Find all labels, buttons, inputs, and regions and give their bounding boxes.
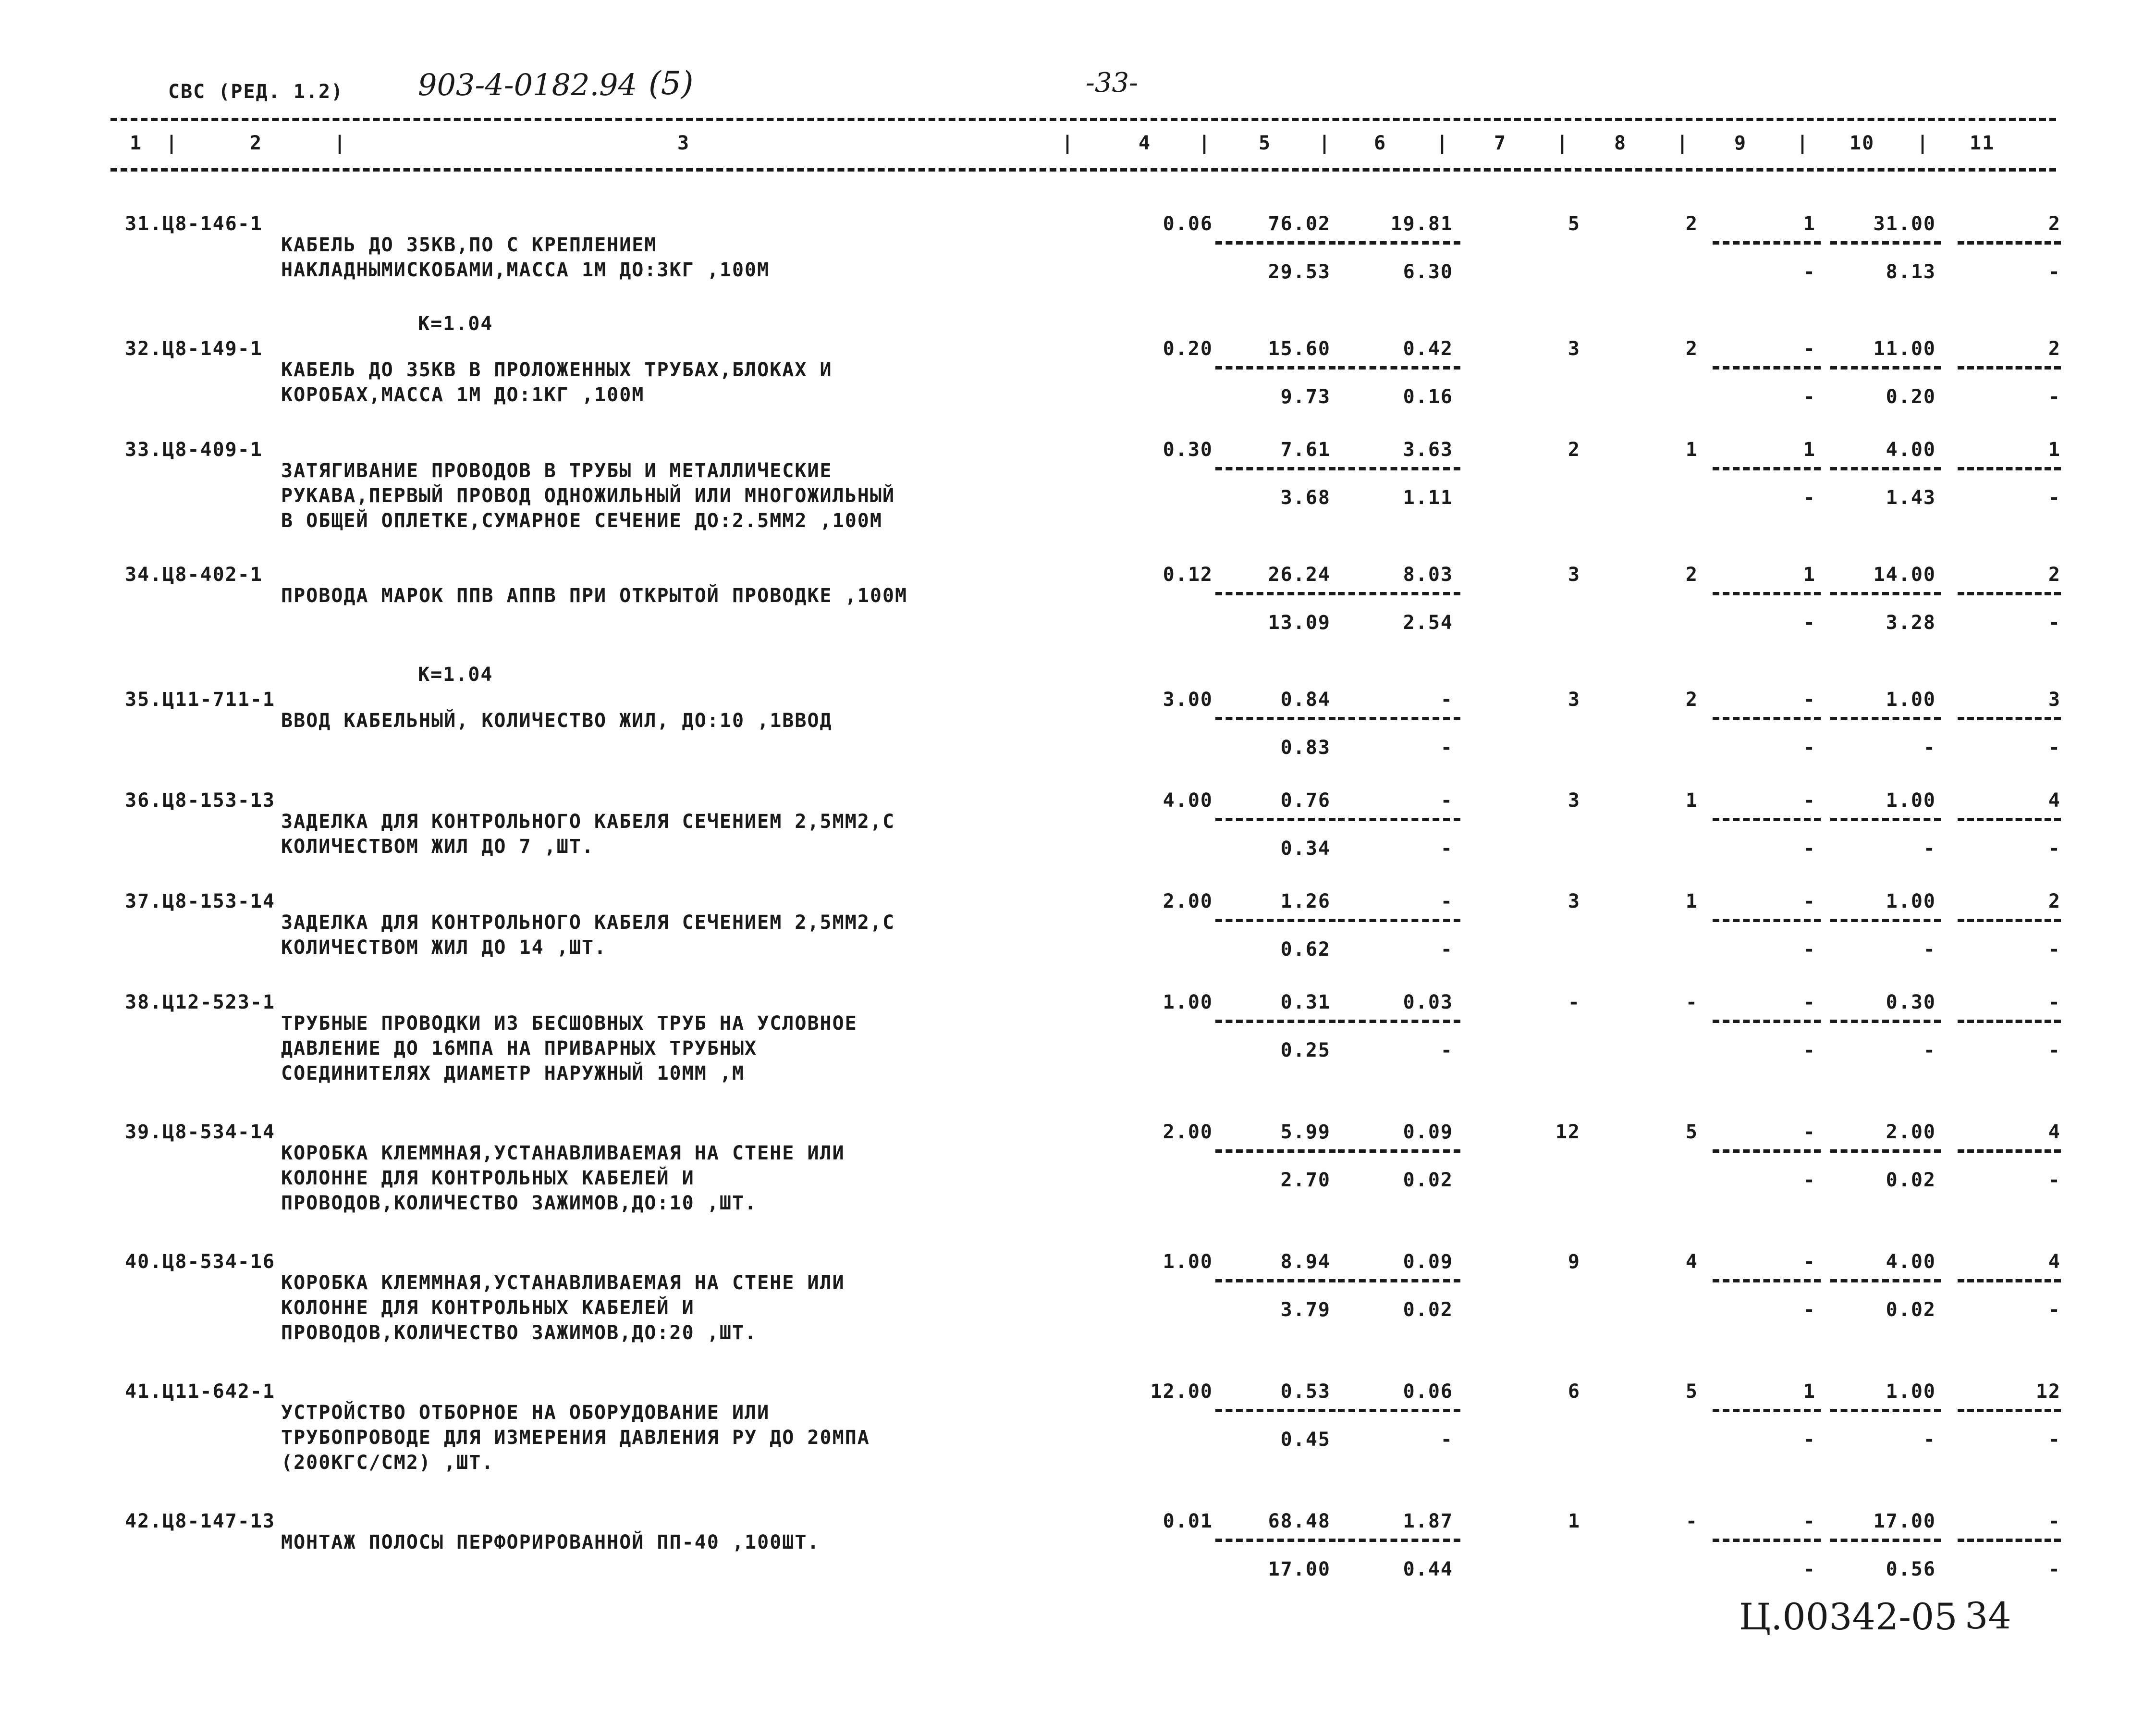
item-description: ПРОВОДА МАРОК ППВ АППВ ПРИ ОТКРЫТОЙ ПРОВОДКЕ ,100М	[281, 585, 908, 607]
fraction-line	[1338, 1149, 1460, 1153]
cell-c5: 68.48	[1268, 1510, 1331, 1532]
fraction-line	[1713, 818, 1821, 821]
fraction-line	[1958, 1149, 2061, 1153]
column-separator: |	[1319, 132, 1332, 154]
cell-c11b: -	[2048, 1299, 2061, 1321]
cell-c6: 0.09	[1403, 1121, 1453, 1143]
cell-c10b: -	[1923, 938, 1936, 961]
cell-c7: 2	[1568, 439, 1580, 461]
fraction-line	[1713, 366, 1821, 370]
column-separator: |	[334, 132, 347, 154]
column-separator: |	[1797, 132, 1810, 154]
fraction-line	[1830, 717, 1941, 720]
cell-c11: 3	[2048, 689, 2061, 711]
fraction-line	[1830, 1539, 1941, 1542]
cell-c5b: 17.00	[1268, 1558, 1331, 1580]
cell-c5b: 0.25	[1280, 1039, 1331, 1061]
cell-c10b: 1.43	[1886, 487, 1936, 509]
cell-c10b: 3.28	[1886, 612, 1936, 634]
fraction-line	[1713, 919, 1821, 922]
fraction-line	[1830, 1149, 1941, 1153]
fraction-line	[1338, 818, 1460, 821]
cell-c11: 12	[2035, 1380, 2061, 1403]
column-separator: |	[1556, 132, 1569, 154]
item-description: ПРОВОДОВ,КОЛИЧЕСТВО ЗАЖИМОВ,ДО:20 ,ШТ.	[281, 1322, 758, 1344]
cell-c5: 15.60	[1268, 338, 1331, 360]
cell-c6: -	[1440, 890, 1453, 912]
cell-c9: -	[1803, 1510, 1816, 1532]
column-header-5: 5	[1259, 132, 1272, 154]
cell-c6: 8.03	[1403, 564, 1453, 586]
cell-c10: 0.30	[1886, 991, 1936, 1013]
item-description: КАБЕЛЬ ДО 35КВ В ПРОЛОЖЕННЫХ ТРУБАХ,БЛОКАХ И	[281, 359, 833, 381]
column-header-3: 3	[677, 132, 690, 154]
fraction-line	[1338, 592, 1460, 595]
item-description: ЗАТЯГИВАНИЕ ПРОВОДОВ В ТРУБЫ И МЕТАЛЛИЧЕСКИЕ	[281, 460, 833, 482]
column-header-10: 10	[1850, 132, 1875, 154]
cell-c6b: 2.54	[1403, 612, 1453, 634]
cell-c10b: -	[1923, 1429, 1936, 1451]
cell-c11b: -	[2048, 838, 2061, 860]
cell-c11b: -	[2048, 1039, 2061, 1061]
cell-c9b: -	[1803, 487, 1816, 509]
cell-c4: 1.00	[1163, 991, 1213, 1013]
column-separator: |	[1677, 132, 1690, 154]
cell-c10: 1.00	[1886, 689, 1936, 711]
item-code: 36.Ц8-153-13	[125, 789, 275, 812]
cell-c6b: 6.30	[1403, 261, 1453, 283]
column-separator: |	[1917, 132, 1930, 154]
fraction-line	[1215, 1149, 1335, 1153]
cell-c7: 1	[1568, 1510, 1580, 1532]
cell-c9: 1	[1803, 1380, 1816, 1403]
cell-c5: 0.53	[1280, 1380, 1331, 1403]
cell-c5b: 0.62	[1280, 938, 1331, 961]
cell-c5b: 3.79	[1280, 1299, 1331, 1321]
cell-c6: 0.06	[1403, 1380, 1453, 1403]
cell-c8: 4	[1685, 1251, 1698, 1273]
fraction-line	[1215, 241, 1335, 245]
item-code: 32.Ц8-149-1	[125, 338, 263, 360]
column-header-2: 2	[250, 132, 263, 154]
stamp-number: Ц.00342-05	[1739, 1595, 1958, 1638]
fraction-line	[1338, 717, 1460, 720]
cell-c11: 2	[2048, 564, 2061, 586]
fraction-line	[1215, 717, 1335, 720]
fraction-line	[1713, 1409, 1821, 1412]
cell-c9b: -	[1803, 1039, 1816, 1061]
fraction-line	[1958, 1539, 2061, 1542]
cell-c11b: -	[2048, 1169, 2061, 1191]
cell-c11: 2	[2048, 213, 2061, 235]
cell-c7: 3	[1568, 689, 1580, 711]
cell-c6b: -	[1440, 1429, 1453, 1451]
cell-c5b: 0.45	[1280, 1429, 1331, 1451]
fraction-line	[1713, 1539, 1821, 1542]
item-description: КОЛИЧЕСТВОМ ЖИЛ ДО 7 ,ШТ.	[281, 836, 595, 858]
item-description: ДАВЛЕНИЕ ДО 16МПА НА ПРИВАРНЫХ ТРУБНЫХ	[281, 1037, 758, 1060]
coefficient-note: K=1.04	[418, 664, 493, 686]
column-separator: |	[166, 132, 179, 154]
cell-c9b: -	[1803, 1169, 1816, 1191]
fraction-line	[1830, 241, 1941, 245]
item-code: 39.Ц8-534-14	[125, 1121, 275, 1143]
cell-c9b: -	[1803, 1558, 1816, 1580]
fraction-line	[1958, 717, 2061, 720]
item-code: 38.Ц12-523-1	[125, 991, 275, 1013]
fraction-line	[1338, 241, 1460, 245]
cell-c6: 0.03	[1403, 991, 1453, 1013]
cell-c6b: 1.11	[1403, 487, 1453, 509]
cell-c6b: -	[1440, 1039, 1453, 1061]
cell-c7: 9	[1568, 1251, 1580, 1273]
fraction-line	[1713, 1149, 1821, 1153]
cell-c9: -	[1803, 890, 1816, 912]
item-code: 37.Ц8-153-14	[125, 890, 275, 912]
cell-c5: 1.26	[1280, 890, 1331, 912]
fraction-line	[1215, 366, 1335, 370]
cell-c5b: 0.34	[1280, 838, 1331, 860]
cell-c9b: -	[1803, 386, 1816, 408]
cell-c7: -	[1568, 991, 1580, 1013]
item-description: НАКЛАДНЫМИСКОБАМИ,МАССА 1М ДО:3КГ ,100М	[281, 259, 770, 281]
cell-c9b: -	[1803, 938, 1816, 961]
cell-c8: 1	[1685, 439, 1698, 461]
cell-c4: 0.06	[1163, 213, 1213, 235]
header-rule-bottom	[110, 168, 2056, 172]
cell-c10b: 0.56	[1886, 1558, 1936, 1580]
cell-c4: 1.00	[1163, 1251, 1213, 1273]
cell-c5: 0.76	[1280, 789, 1331, 812]
cell-c9: -	[1803, 789, 1816, 812]
cell-c9: -	[1803, 1251, 1816, 1273]
item-description: (200КГС/СМ2) ,ШТ.	[281, 1452, 494, 1474]
item-code: 40.Ц8-534-16	[125, 1251, 275, 1273]
item-description: ВВОД КАБЕЛЬНЫЙ, КОЛИЧЕСТВО ЖИЛ, ДО:10 ,1ВВОД	[281, 710, 833, 732]
item-description: МОНТАЖ ПОЛОСЫ ПЕРФОРИРОВАННОЙ ПП-40 ,100ШТ.	[281, 1531, 820, 1553]
cell-c10b: 0.02	[1886, 1299, 1936, 1321]
fraction-line	[1215, 467, 1335, 470]
cell-c11b: -	[2048, 487, 2061, 509]
cell-c9: 1	[1803, 564, 1816, 586]
cell-c6b: 0.16	[1403, 386, 1453, 408]
cell-c4: 0.01	[1163, 1510, 1213, 1532]
item-description: СОЕДИНИТЕЛЯХ ДИАМЕТР НАРУЖНЫЙ 10ММ ,М	[281, 1062, 745, 1084]
fraction-line	[1830, 818, 1941, 821]
cell-c11: 4	[2048, 1251, 2061, 1273]
cell-c4: 0.30	[1163, 439, 1213, 461]
cell-c7: 5	[1568, 213, 1580, 235]
cell-c10: 4.00	[1886, 1251, 1936, 1273]
cell-c7: 3	[1568, 890, 1580, 912]
cell-c8: 2	[1685, 689, 1698, 711]
cell-c10b: -	[1923, 838, 1936, 860]
cell-c8: -	[1685, 991, 1698, 1013]
cell-c5b: 3.68	[1280, 487, 1331, 509]
fraction-line	[1830, 1409, 1941, 1412]
cell-c11b: -	[2048, 386, 2061, 408]
cell-c11: 2	[2048, 338, 2061, 360]
fraction-line	[1958, 366, 2061, 370]
cell-c7: 3	[1568, 338, 1580, 360]
cell-c9b: -	[1803, 1299, 1816, 1321]
cell-c8: -	[1685, 1510, 1698, 1532]
item-description: ПРОВОДОВ,КОЛИЧЕСТВО ЗАЖИМОВ,ДО:10 ,ШТ.	[281, 1192, 758, 1214]
item-description: ЗАДЕЛКА ДЛЯ КОНТРОЛЬНОГО КАБЕЛЯ СЕЧЕНИЕМ 2,5ММ2,С	[281, 912, 895, 934]
item-code: 41.Ц11-642-1	[125, 1380, 275, 1403]
cell-c5: 5.99	[1280, 1121, 1331, 1143]
fraction-line	[1713, 1279, 1821, 1282]
cell-c7: 6	[1568, 1380, 1580, 1403]
cell-c4: 0.20	[1163, 338, 1213, 360]
document-code: 903-4-0182.94	[418, 67, 637, 102]
cell-c11: -	[2048, 1510, 2061, 1532]
cell-c7: 12	[1555, 1121, 1580, 1143]
column-header-4: 4	[1139, 132, 1152, 154]
cell-c10b: 0.02	[1886, 1169, 1936, 1191]
fraction-line	[1713, 592, 1821, 595]
cell-c8: 2	[1685, 213, 1698, 235]
cell-c6b: -	[1440, 838, 1453, 860]
column-header-11: 11	[1970, 132, 1995, 154]
fraction-line	[1958, 1409, 2061, 1412]
fraction-line	[1215, 919, 1335, 922]
cell-c9b: -	[1803, 737, 1816, 759]
coefficient-note: K=1.04	[418, 313, 493, 335]
item-description: УСТРОЙСТВО ОТБОРНОЕ НА ОБОРУДОВАНИЕ ИЛИ	[281, 1402, 770, 1424]
cell-c8: 1	[1685, 789, 1698, 812]
item-description: ТРУБОПРОВОДЕ ДЛЯ ИЗМЕРЕНИЯ ДАВЛЕНИЯ РУ ДО 20МПА	[281, 1427, 870, 1449]
cell-c4: 2.00	[1163, 1121, 1213, 1143]
cell-c10: 14.00	[1873, 564, 1936, 586]
page-number: -33-	[1086, 67, 1139, 99]
fraction-line	[1958, 241, 2061, 245]
item-description: ЗАДЕЛКА ДЛЯ КОНТРОЛЬНОГО КАБЕЛЯ СЕЧЕНИЕМ 2,5ММ2,С	[281, 811, 895, 833]
column-separator: |	[1199, 132, 1212, 154]
fraction-line	[1958, 592, 2061, 595]
cell-c5: 26.24	[1268, 564, 1331, 586]
cell-c9: -	[1803, 991, 1816, 1013]
cell-c8: 2	[1685, 338, 1698, 360]
cell-c9b: -	[1803, 838, 1816, 860]
cell-c5: 0.31	[1280, 991, 1331, 1013]
fraction-line	[1958, 1020, 2061, 1023]
cell-c4: 12.00	[1150, 1380, 1213, 1403]
cell-c9b: -	[1803, 1429, 1816, 1451]
fraction-line	[1830, 467, 1941, 470]
item-description: КОРОБАХ,МАССА 1М ДО:1КГ ,100М	[281, 384, 645, 406]
item-code: 33.Ц8-409-1	[125, 439, 263, 461]
cell-c11: 1	[2048, 439, 2061, 461]
fraction-line	[1713, 717, 1821, 720]
fraction-line	[1713, 241, 1821, 245]
cell-c5: 0.84	[1280, 689, 1331, 711]
cell-c6: 0.42	[1403, 338, 1453, 360]
fraction-line	[1830, 1020, 1941, 1023]
cell-c10: 17.00	[1873, 1510, 1936, 1532]
cell-c7: 3	[1568, 789, 1580, 812]
item-code: 35.Ц11-711-1	[125, 689, 275, 711]
cell-c11b: -	[2048, 938, 2061, 961]
cell-c11b: -	[2048, 612, 2061, 634]
cell-c11b: -	[2048, 1429, 2061, 1451]
fraction-line	[1338, 1539, 1460, 1542]
cell-c5: 7.61	[1280, 439, 1331, 461]
fraction-line	[1830, 1279, 1941, 1282]
cell-c6: -	[1440, 789, 1453, 812]
cell-c6: 1.87	[1403, 1510, 1453, 1532]
fraction-line	[1830, 366, 1941, 370]
item-description: КАБЕЛЬ ДО 35КВ,ПО С КРЕПЛЕНИЕМ	[281, 234, 657, 256]
cell-c10b: 0.20	[1886, 386, 1936, 408]
cell-c6b: -	[1440, 737, 1453, 759]
cell-c11: 2	[2048, 890, 2061, 912]
cell-c6b: 0.44	[1403, 1558, 1453, 1580]
cell-c9: 1	[1803, 439, 1816, 461]
column-separator: |	[1436, 132, 1449, 154]
cell-c8: 1	[1685, 890, 1698, 912]
fraction-line	[1215, 1279, 1335, 1282]
fraction-line	[1830, 592, 1941, 595]
fraction-line	[1958, 467, 2061, 470]
cell-c8: 5	[1685, 1121, 1698, 1143]
item-description: КОЛИЧЕСТВОМ ЖИЛ ДО 14 ,ШТ.	[281, 936, 607, 959]
sheet-page: 34	[1965, 1594, 2011, 1637]
cell-c9: -	[1803, 689, 1816, 711]
sheet-number: (5)	[649, 65, 694, 102]
cell-c6: 3.63	[1403, 439, 1453, 461]
item-description: КОЛОННЕ ДЛЯ КОНТРОЛЬНЫХ КАБЕЛЕЙ И	[281, 1297, 695, 1319]
cell-c5b: 2.70	[1280, 1169, 1331, 1191]
cell-c10: 11.00	[1873, 338, 1936, 360]
cell-c8: 2	[1685, 564, 1698, 586]
fraction-line	[1338, 919, 1460, 922]
fraction-line	[1713, 467, 1821, 470]
fraction-line	[1215, 592, 1335, 595]
fraction-line	[1338, 1020, 1460, 1023]
item-code: 31.Ц8-146-1	[125, 213, 263, 235]
cell-c5: 8.94	[1280, 1251, 1331, 1273]
column-header-8: 8	[1614, 132, 1627, 154]
fraction-line	[1958, 1279, 2061, 1282]
fraction-line	[1958, 818, 2061, 821]
cell-c10: 1.00	[1886, 890, 1936, 912]
cell-c6b: 0.02	[1403, 1299, 1453, 1321]
fraction-line	[1338, 1409, 1460, 1412]
cell-c6: 19.81	[1390, 213, 1453, 235]
cell-c5: 76.02	[1268, 213, 1331, 235]
column-header-1: 1	[130, 132, 143, 154]
cell-c11b: -	[2048, 737, 2061, 759]
item-code: 34.Ц8-402-1	[125, 564, 263, 586]
item-description: КОРОБКА КЛЕММНАЯ,УСТАНАВЛИВАЕМАЯ НА СТЕНЕ ИЛИ	[281, 1142, 845, 1164]
item-code: 42.Ц8-147-13	[125, 1510, 275, 1532]
fraction-line	[1338, 467, 1460, 470]
item-description: В ОБЩЕЙ ОПЛЕТКЕ,СУМАРНОЕ СЕЧЕНИЕ ДО:2.5ММ2 ,100М	[281, 510, 882, 532]
item-description: РУКАВА,ПЕРВЫЙ ПРОВОД ОДНОЖИЛЬНЫЙ ИЛИ МНОГОЖИЛЬНЫЙ	[281, 485, 895, 507]
cell-c4: 0.12	[1163, 564, 1213, 586]
cell-c10: 2.00	[1886, 1121, 1936, 1143]
cell-c5b: 13.09	[1268, 612, 1331, 634]
fraction-line	[1958, 919, 2061, 922]
header-rule-top	[110, 118, 2056, 121]
cell-c9: 1	[1803, 213, 1816, 235]
fraction-line	[1713, 1020, 1821, 1023]
item-description: КОРОБКА КЛЕММНАЯ,УСТАНАВЛИВАЕМАЯ НА СТЕНЕ ИЛИ	[281, 1272, 845, 1294]
cell-c10: 1.00	[1886, 789, 1936, 812]
header-left: СВС (РЕД. 1.2)	[168, 81, 344, 103]
cell-c10: 31.00	[1873, 213, 1936, 235]
cell-c9b: -	[1803, 612, 1816, 634]
cell-c4: 3.00	[1163, 689, 1213, 711]
cell-c6b: -	[1440, 938, 1453, 961]
fraction-line	[1338, 1279, 1460, 1282]
cell-c11b: -	[2048, 1558, 2061, 1580]
item-description: ТРУБНЫЕ ПРОВОДКИ ИЗ БЕСШОВНЫХ ТРУБ НА УСЛОВНОЕ	[281, 1012, 858, 1035]
cell-c11: 4	[2048, 789, 2061, 812]
cell-c8: 5	[1685, 1380, 1698, 1403]
column-header-7: 7	[1494, 132, 1507, 154]
fraction-line	[1830, 919, 1941, 922]
cell-c10b: 8.13	[1886, 261, 1936, 283]
cell-c6: -	[1440, 689, 1453, 711]
cell-c10: 1.00	[1886, 1380, 1936, 1403]
cell-c9b: -	[1803, 261, 1816, 283]
column-header-6: 6	[1374, 132, 1387, 154]
cell-c10b: -	[1923, 1039, 1936, 1061]
cell-c11: -	[2048, 991, 2061, 1013]
item-description: КОЛОННЕ ДЛЯ КОНТРОЛЬНЫХ КАБЕЛЕЙ И	[281, 1167, 695, 1189]
cell-c10: 4.00	[1886, 439, 1936, 461]
cell-c4: 2.00	[1163, 890, 1213, 912]
cell-c4: 4.00	[1163, 789, 1213, 812]
cell-c7: 3	[1568, 564, 1580, 586]
fraction-line	[1215, 1539, 1335, 1542]
fraction-line	[1215, 1409, 1335, 1412]
cell-c5b: 0.83	[1280, 737, 1331, 759]
cell-c5b: 29.53	[1268, 261, 1331, 283]
cell-c5b: 9.73	[1280, 386, 1331, 408]
cell-c10b: -	[1923, 737, 1936, 759]
cell-c9: -	[1803, 1121, 1816, 1143]
fraction-line	[1338, 366, 1460, 370]
cell-c11: 4	[2048, 1121, 2061, 1143]
cell-c11b: -	[2048, 261, 2061, 283]
cell-c6: 0.09	[1403, 1251, 1453, 1273]
fraction-line	[1215, 818, 1335, 821]
fraction-line	[1215, 1020, 1335, 1023]
cell-c9: -	[1803, 338, 1816, 360]
column-header-9: 9	[1734, 132, 1747, 154]
cell-c6b: 0.02	[1403, 1169, 1453, 1191]
column-separator: |	[1062, 132, 1075, 154]
